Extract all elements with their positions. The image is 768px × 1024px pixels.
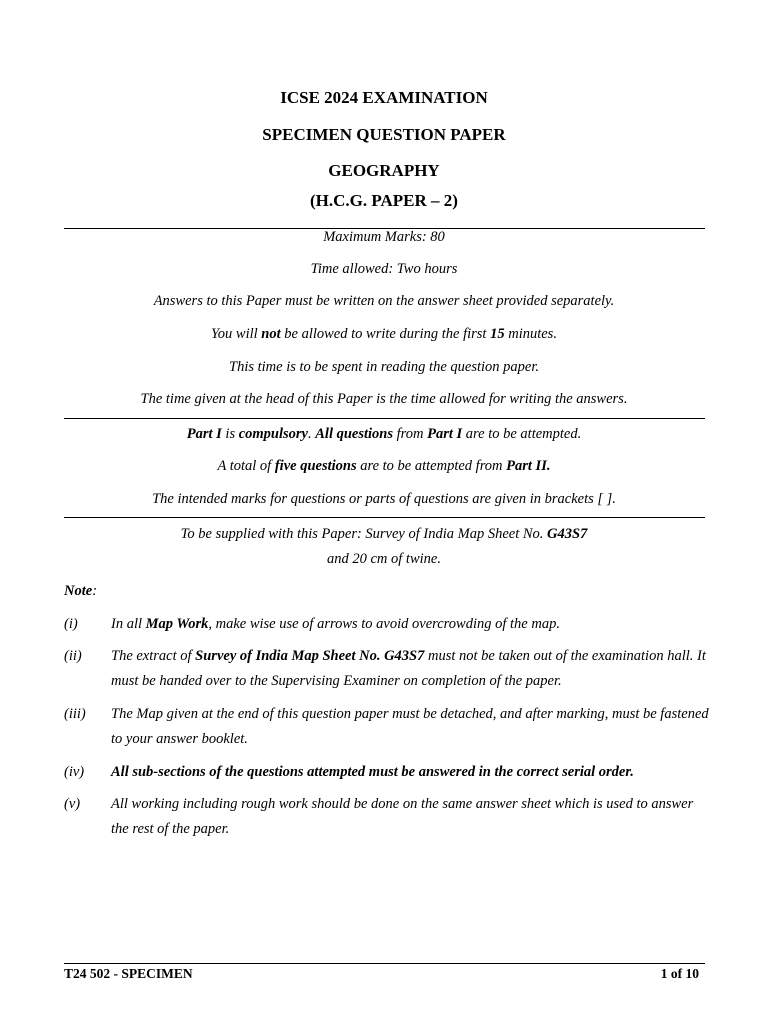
note-item-text: The extract of Survey of India Map Sheet No. G43S7 must not be taken out of the examination hall. It must be handed over to the Supervising Examiner on completion of the paper. bbox=[111, 648, 706, 689]
note-item-number: (iv) bbox=[64, 764, 85, 780]
note-item-text: All sub-sections of the questions attempted must be answered in the correct serial order. bbox=[111, 764, 634, 780]
time-note: The time given at the head of this Paper is the time allowed for writing the answers. bbox=[140, 391, 628, 407]
note-item-text: In all Map Work, make wise use of arrows to avoid overcrowding of the map. bbox=[111, 616, 560, 632]
instruction-part-one: Part I is compulsory. All questions from Part I are to be attempted. bbox=[186, 426, 582, 442]
note-item-number: (i) bbox=[64, 616, 78, 632]
answer-sheet-note: Answers to this Paper must be written on the answer sheet provided separately. bbox=[153, 293, 615, 309]
page-number: 1 of 10 bbox=[660, 966, 699, 981]
note-item-text: The Map given at the end of this question paper must be detached, and after marking, must be fastened to your answer booklet. bbox=[111, 706, 709, 747]
subject-title: GEOGRAPHY bbox=[328, 161, 440, 180]
instruction-marks: The intended marks for questions or parts of questions are given in brackets [ ]. bbox=[152, 491, 616, 507]
exam-title: ICSE 2024 EXAMINATION bbox=[280, 88, 488, 107]
supply-line-2: and 20 cm of twine. bbox=[327, 551, 441, 567]
footer-divider bbox=[64, 963, 705, 964]
note-item-number: (ii) bbox=[64, 648, 82, 664]
paper-code: (H.C.G. PAPER – 2) bbox=[310, 191, 458, 210]
note-item-number: (iii) bbox=[64, 706, 86, 722]
divider bbox=[64, 418, 705, 419]
divider bbox=[64, 517, 705, 518]
instruction-part-two: A total of five questions are to be attempted from Part II. bbox=[217, 458, 551, 474]
note-label: Note: bbox=[64, 583, 98, 599]
reading-purpose: This time is to be spent in reading the question paper. bbox=[229, 359, 539, 375]
time-allowed: Time allowed: Two hours bbox=[310, 261, 458, 277]
footer-paper-code: T24 502 - SPECIMEN bbox=[64, 966, 193, 981]
paper-type: SPECIMEN QUESTION PAPER bbox=[262, 125, 506, 144]
reading-time-note: You will not be allowed to write during the first 15 minutes. bbox=[211, 326, 557, 342]
note-item-number: (v) bbox=[64, 796, 81, 812]
note-item-text: All working including rough work should be done on the same answer sheet which is used to answer the rest of the paper. bbox=[111, 796, 694, 837]
max-marks: Maximum Marks: 80 bbox=[323, 229, 445, 245]
supply-line: To be supplied with this Paper: Survey of India Map Sheet No. G43S7 bbox=[180, 526, 588, 542]
